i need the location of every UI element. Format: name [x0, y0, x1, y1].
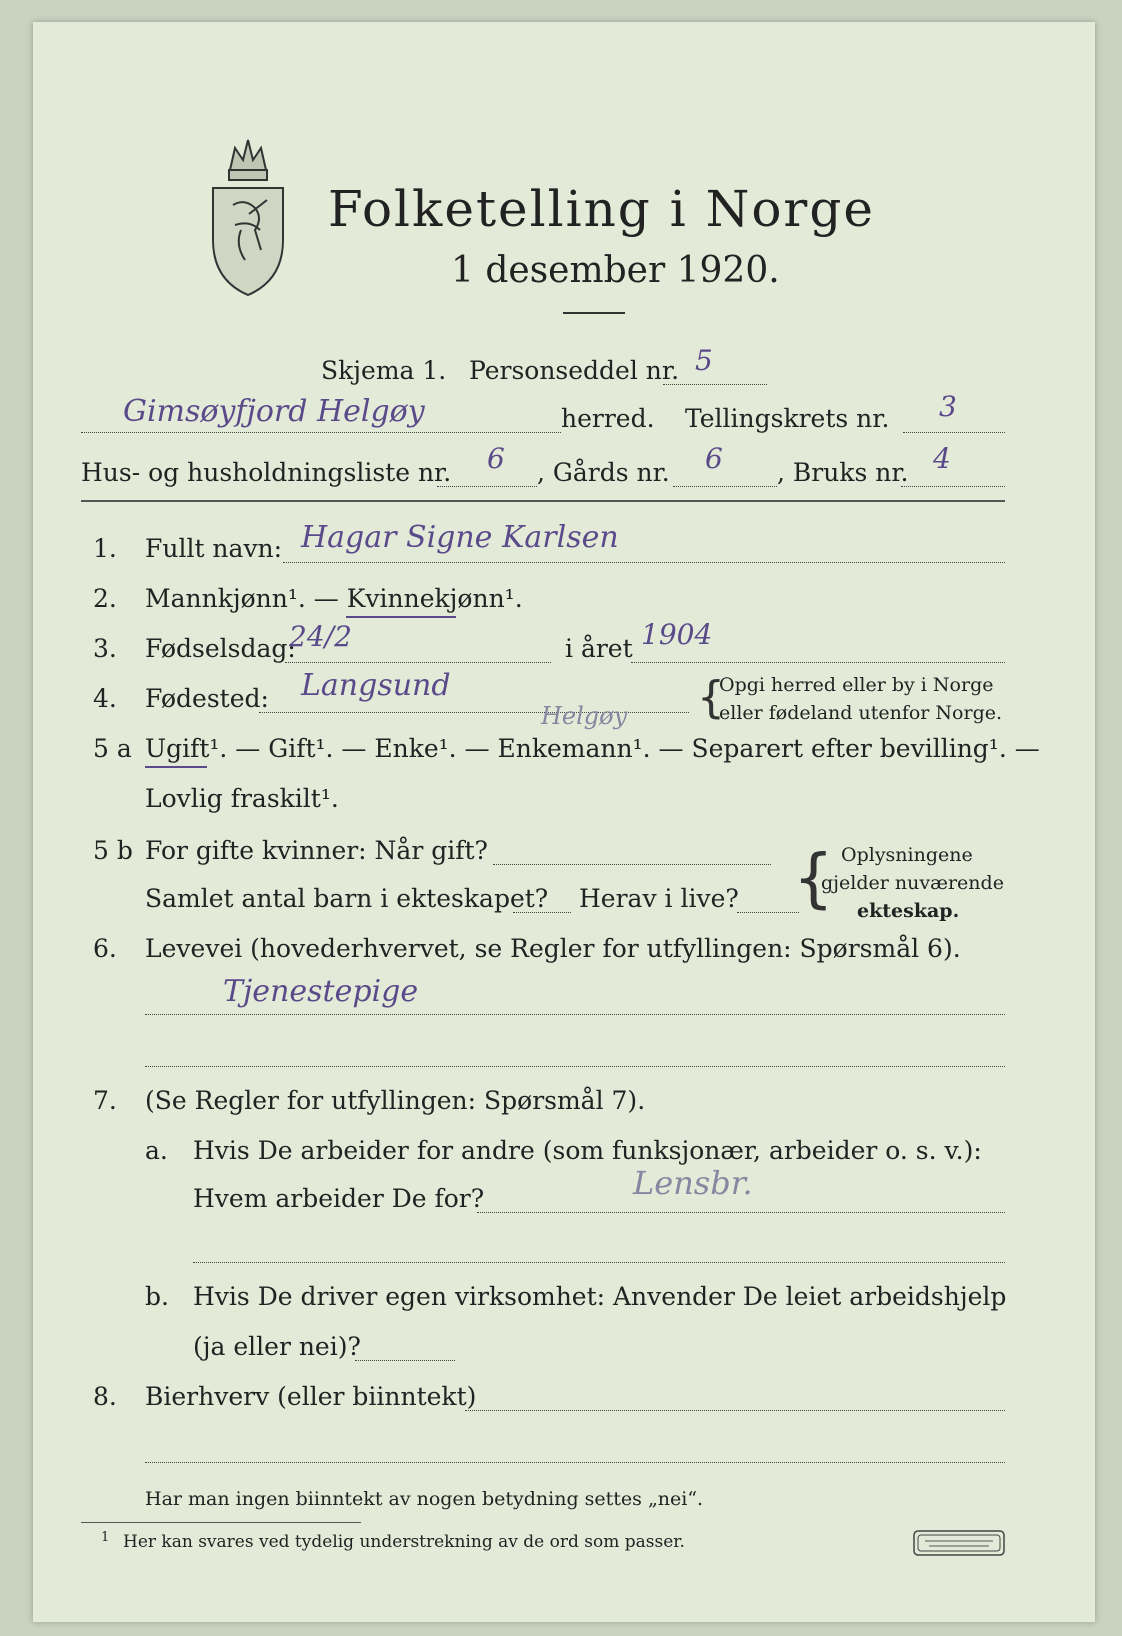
q4-note-line2: eller fødeland utenfor Norge.	[719, 702, 1003, 724]
q5b-number: 5 b	[93, 836, 133, 865]
herred-line	[81, 432, 561, 433]
hus-label: Hus- og husholdningsliste nr.	[81, 458, 452, 487]
q8-line2	[145, 1462, 1005, 1463]
q4-note-brace: {	[697, 672, 725, 723]
q5b-label: For gifte kvinner: Når gift?	[145, 836, 488, 865]
q5b-children-label: Samlet antal barn i ekteskapet?	[145, 884, 549, 913]
q7a-label-line2: Hvem arbeider De for?	[193, 1184, 485, 1213]
q3-year-value[interactable]: 1904	[641, 618, 713, 651]
q7-label: (Se Regler for utfyllingen: Spørsmål 7).	[145, 1086, 646, 1115]
gards-label: , Gårds nr.	[537, 458, 670, 487]
q1-label: Fullt navn:	[145, 534, 283, 563]
q4-number: 4.	[93, 684, 117, 713]
tellingskrets-label: Tellingskrets nr.	[685, 404, 890, 433]
bruks-label: , Bruks nr.	[777, 458, 909, 487]
q7b-label: Hvis De driver egen virksomhet: Anvender De leiet arbeidshjelp	[193, 1282, 1007, 1311]
q3-year-line	[631, 662, 1005, 663]
q5b-note-line2: gjelder nuværende	[821, 872, 1004, 894]
title-divider	[563, 312, 625, 314]
q3-label: Fødselsdag:	[145, 634, 296, 663]
q6-line2	[145, 1066, 1005, 1067]
biinntekt-note: Har man ingen biinntekt av nogen betydning settes „nei“.	[145, 1488, 704, 1510]
q7a-line2	[193, 1262, 1005, 1263]
personseddel-label: Personseddel nr.	[469, 356, 680, 385]
q4-value[interactable]: Langsund	[301, 668, 451, 703]
q6-value[interactable]: Tjenestepige	[223, 974, 419, 1009]
q5b-note-line1: Oplysningene	[841, 844, 973, 866]
q5a-label-line2: Lovlig fraskilt¹.	[145, 784, 339, 813]
q5b-note-line3: ekteskap.	[857, 900, 960, 922]
q4-label: Fødested:	[145, 684, 269, 713]
q7a-value[interactable]: Lensbr.	[633, 1164, 753, 1202]
q1-line	[283, 562, 1005, 563]
footnote-text: Her kan svares ved tydelig understrekning av de ord som passer.	[123, 1532, 685, 1552]
gards-line	[673, 486, 777, 487]
q8-number: 8.	[93, 1382, 117, 1411]
q5b-married-line	[493, 864, 771, 865]
q7b-label-line2: (ja eller nei)?	[193, 1332, 361, 1361]
q7-number: 7.	[93, 1086, 117, 1115]
hus-value[interactable]: 6	[487, 442, 505, 475]
census-date: 1 desember 1920.	[451, 250, 780, 291]
bruks-line	[901, 486, 1005, 487]
bruks-value[interactable]: 4	[933, 442, 951, 475]
hus-line	[437, 486, 537, 487]
skjema-label: Skjema 1.	[321, 356, 447, 385]
herred-value[interactable]: Gimsøyfjord Helgøy	[123, 394, 425, 429]
q5b-alive-line	[737, 912, 799, 913]
personseddel-line	[663, 384, 767, 385]
q6-number: 6.	[93, 934, 117, 963]
q2-underline-kvinnekjonn	[346, 616, 456, 618]
q7a-label: Hvis De arbeider for andre (som funksjonær, arbeider o. s. v.):	[193, 1136, 982, 1165]
tellingskrets-value[interactable]: 3	[939, 390, 957, 423]
personseddel-value[interactable]: 5	[695, 344, 713, 377]
census-form-page	[33, 22, 1095, 1622]
printer-stamp-icon	[913, 1530, 1005, 1556]
q7b-number: b.	[145, 1282, 169, 1311]
tellingskrets-line	[903, 432, 1005, 433]
q5a-underline-ugift	[145, 766, 207, 768]
q6-label: Levevei (hovederhvervet, se Regler for utfyllingen: Spørsmål 6).	[145, 934, 961, 963]
page-title: Folketelling i Norge	[328, 180, 875, 238]
q8-line	[465, 1410, 1005, 1411]
header-divider	[81, 500, 1005, 502]
q2-label: Mannkjønn¹. — Kvinnekjønn¹.	[145, 584, 523, 613]
q5a-number: 5 a	[93, 734, 132, 763]
norwegian-coat-of-arms-icon	[205, 130, 291, 300]
q3-value[interactable]: 24/2	[289, 620, 352, 653]
footnote-divider	[81, 1522, 361, 1523]
q5b-note-brace: {	[793, 842, 834, 916]
q7a-line	[477, 1212, 1005, 1213]
q5b-alive-label: Herav i live?	[579, 884, 739, 913]
gards-value[interactable]: 6	[705, 442, 723, 475]
q8-label: Bierhverv (eller biinntekt)	[145, 1382, 477, 1411]
herred-label: herred.	[561, 404, 655, 433]
q5b-children-line	[513, 912, 571, 913]
q3-year-label: i året	[565, 634, 633, 663]
q4-note-line1: Opgi herred eller by i Norge	[719, 674, 994, 696]
q3-number: 3.	[93, 634, 117, 663]
footnote-number: 1	[101, 1530, 110, 1545]
q2-number: 2.	[93, 584, 117, 613]
q5a-label: Ugift¹. — Gift¹. — Enke¹. — Enkemann¹. — Separert efter bevilling¹. —	[145, 734, 1040, 763]
q6-line1	[145, 1014, 1005, 1015]
q4-value-secondary[interactable]: Helgøy	[541, 702, 628, 730]
q7a-number: a.	[145, 1136, 168, 1165]
q1-number: 1.	[93, 534, 117, 563]
q1-value[interactable]: Hagar Signe Karlsen	[301, 520, 619, 555]
q7b-line	[355, 1360, 455, 1361]
q3-line	[285, 662, 551, 663]
